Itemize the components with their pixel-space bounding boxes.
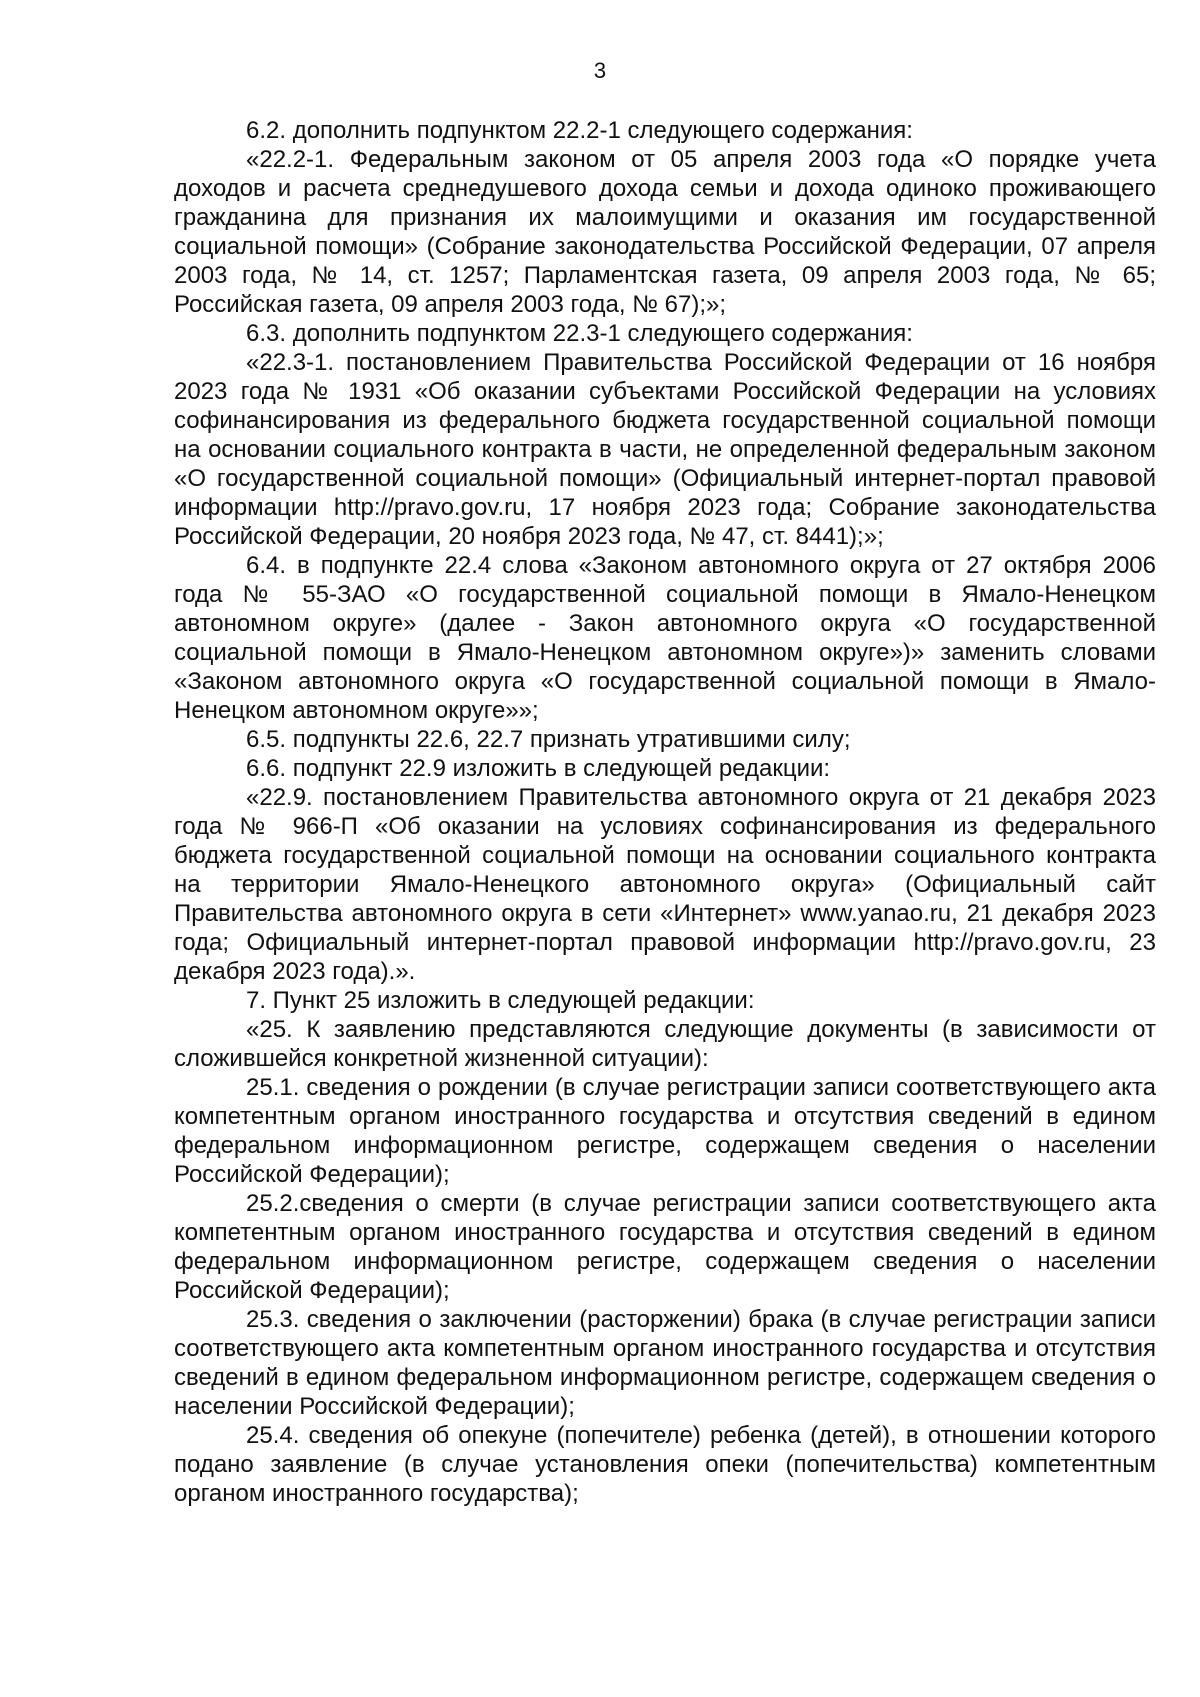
paragraph-22-2-1: «22.2-1. Федеральным законом от 05 апреля 2003 года «О порядке учета доходов и расчета среднедушевого дохода семьи и дохода одиноко проживающего гражданина для признания их малоимущими и оказания им государственной социальной помощи» (Собрание законодательства Российской Федерации, 07 апреля 2003 года, № 14, ст. 1257; Парламентская газета, 09 апреля 2003 года, № 65; Российская газета, 09 апреля 2003 года, № 67);»;: [174, 146, 1156, 318]
paragraph-25-3: 25.3. сведения о заключении (расторжении) брака (в случае регистрации записи соответствующего акта компетентным органом иностранного государства и отсутствия сведений в едином федеральном информационном регистре, содержащем сведения о населении Российской Федерации);: [174, 1306, 1156, 1420]
paragraph-7: 7. Пункт 25 изложить в следующей редакции:: [246, 987, 755, 1014]
paragraph-25-2: 25.2.сведения о смерти (в случае регистрации записи соответствующего акта компетентным органом иностранного государства и отсутствия сведений в едином федеральном информационном регистре, содержащем сведения о населении Российской Федерации);: [174, 1190, 1156, 1304]
paragraph-6-2: 6.2. дополнить подпунктом 22.2-1 следующего содержания:: [246, 117, 913, 144]
paragraph-6-5: 6.5. подпункты 22.6, 22.7 признать утратившими силу;: [246, 726, 851, 753]
paragraph-25-4: 25.4. сведения об опекуне (попечителе) ребенка (детей), в отношении которого подано заявление (в случае установления опеки (попечительства) компетентным органом иностранного государства);: [174, 1422, 1156, 1507]
paragraph-22-9: «22.9. постановлением Правительства автономного округа от 21 декабря 2023 года № 966-П «Об оказании на условиях софинансирования из федерального бюджета государственной социальной помощи на основании социального контракта на территории Ямало-Ненецкого автономного округа» (Официальный сайт Правительства автономного округа в сети «Интернет» www.yanao.ru, 21 декабря 2023 года; Официальный интернет-портал правовой информации http://pravo.gov.ru, 23 декабря 2023 года).».: [174, 784, 1156, 985]
paragraph-6-6: 6.6. подпункт 22.9 изложить в следующей редакции:: [246, 755, 831, 782]
page-number: 3: [593, 58, 607, 83]
paragraph-22-3-1: «22.3-1. постановлением Правительства Российской Федерации от 16 ноября 2023 года № 1931 «Об оказании субъектами Российской Федерации на условиях софинансирования из федерального бюджета государственной социальной помощи на основании социального контракта в части, не определенной федеральным законом «О государственной социальной помощи» (Официальный интернет-портал правовой информации http://pravo.gov.ru, 17 ноября 2023 года; Собрание законодательства Российской Федерации, 20 ноября 2023 года, № 47, ст. 8441);»;: [174, 349, 1156, 550]
document-body: [174, 116, 1156, 1508]
paragraph-6-3: 6.3. дополнить подпунктом 22.3-1 следующего содержания:: [246, 320, 913, 347]
paragraph-25: «25. К заявлению представляются следующие документы (в зависимости от сложившейся конкретной жизненной ситуации):: [174, 1016, 1156, 1072]
paragraph-6-4: 6.4. в подпункте 22.4 слова «Законом автономного округа от 27 октября 2006 года № 55-ЗАО «О государственной социальной помощи в Ямало-Ненецком автономном округе» (далее - Закон автономного округа «О государственной социальной помощи в Ямало-Ненецком автономном округе»)» заменить словами «Законом автономного округа «О государственной социальной помощи в Ямало-Ненецком автономном округе»»;: [174, 552, 1156, 724]
paragraph-25-1: 25.1. сведения о рождении (в случае регистрации записи соответствующего акта компетентным органом иностранного государства и отсутствия сведений в едином федеральном информационном регистре, содержащем сведения о населении Российской Федерации);: [174, 1074, 1156, 1188]
